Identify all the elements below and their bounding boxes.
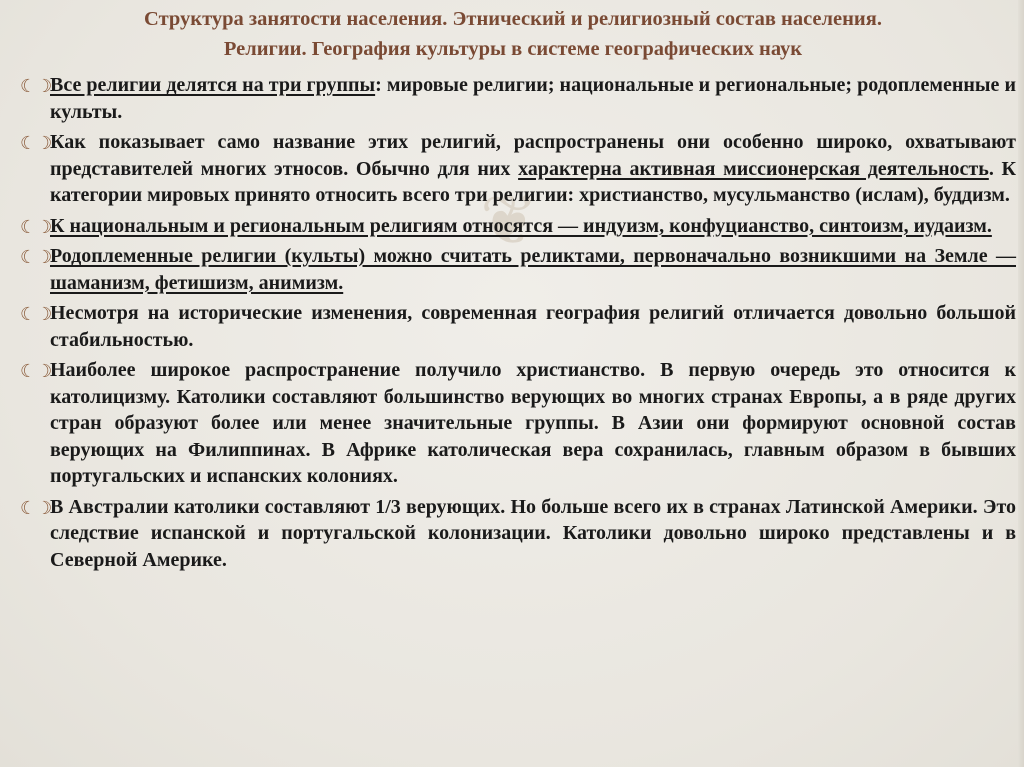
- scroll-ornament-icon: ☾☽: [20, 216, 53, 237]
- scroll-ornament-icon: ☾☽: [20, 247, 53, 267]
- item-underlined-text: К национальным и региональным религиям относятся — индуизм, конфуцианство, синтоизм, иудаизм.: [50, 214, 992, 237]
- ornament-icon: ❦: [480, 179, 539, 261]
- list-item: [16, 494, 1016, 574]
- title-line-1: Структура занятости населения. Этнический и религиозный состав населения.: [144, 8, 882, 30]
- list-item: [16, 72, 1016, 125]
- item-underlined-text: Родоплеменные религии (культы) можно считать реликтами, первоначально возникшими на Земле — шаманизм, фетишизм, анимизм.: [50, 245, 1016, 294]
- list-item: [16, 213, 1016, 240]
- page-title: [30, 4, 996, 64]
- scroll-ornament-icon: ☾☽: [20, 304, 53, 324]
- item-text: Несмотря на исторические изменения, современная география религий отличается довольно большой стабильностью.: [50, 302, 1016, 351]
- item-text: Наиболее широкое распространение получило христианство. В первую очередь это относится к католицизму. Католики составляют большинство верующих во многих странах Европы, а в ряде других стран образуют более или менее значительные группы. В Азии они формируют основной состав верующих на Филиппинах. В Африке католическая вера сохранилась, главным образом в бывших португальских и испанских колониях.: [50, 359, 1016, 487]
- item-underlined-text: характерна активная миссионерская деятельность: [518, 157, 989, 180]
- scroll-ornament-icon: ☾☽: [20, 76, 53, 96]
- list-item: [16, 243, 1016, 296]
- item-underlined-text: Все религии делятся на три группы: [50, 74, 376, 96]
- scroll-ornament-icon: ☾☽: [20, 497, 53, 518]
- scroll-ornament-icon: ☾☽: [20, 133, 53, 153]
- scroll-ornament-icon: ☾☽: [20, 361, 53, 381]
- list-item: [16, 357, 1016, 490]
- list-item: [16, 300, 1016, 353]
- item-text: В Австралии католики составляют 1/3 верующих. Но больше всего их в странах Латинской Америки. Это следствие испанской и португальской колонизации. Католики довольно широко представлены и в Северной Америке.: [50, 495, 1016, 571]
- slide-edge: [1018, 0, 1024, 767]
- item-text: Как показывает само название этих религий, распространены они особенно широко, охватывают представителей многих этносов. Обычно для них: [50, 131, 1016, 180]
- bullet-list: [16, 72, 1016, 577]
- list-item: [16, 129, 1016, 209]
- title-line-2: Религии. География культуры в системе географических наук: [223, 38, 803, 60]
- item-text: . К категории мировых принято относить всего три религии: христианство, мусульманство (ислам), буддизм.: [50, 157, 1016, 206]
- item-text: : мировые религии; национальные и региональные; родоплеменные и культы.: [50, 74, 1016, 123]
